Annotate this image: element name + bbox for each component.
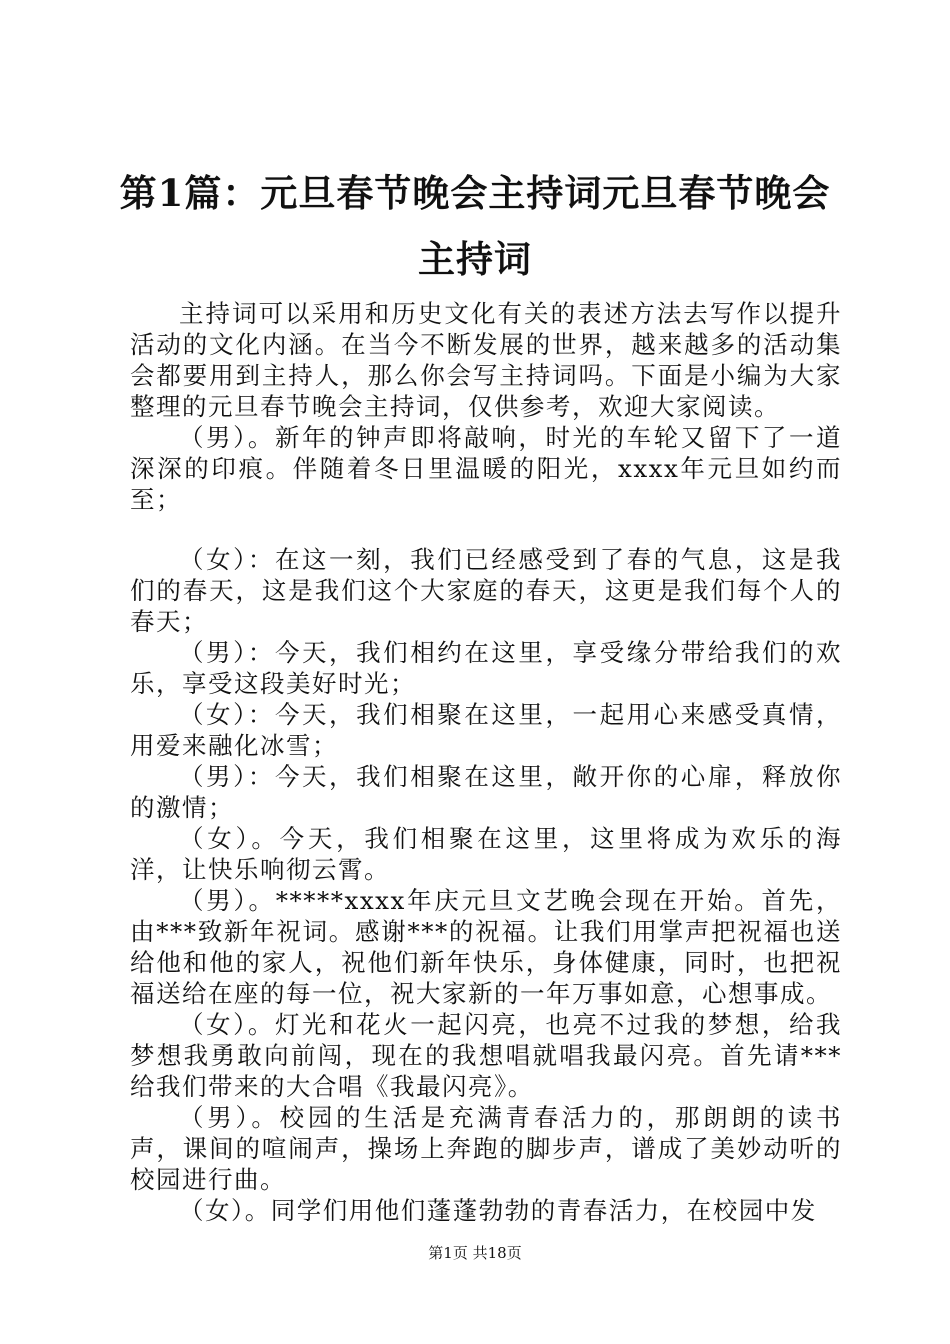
paragraph-male-1: （男）。新年的钟声即将敲响，时光的车轮又留下了一道深深的印痕。伴随着冬日里温暖的阳光，xxxx年元旦如约而至； <box>130 423 842 514</box>
paragraph-female-2: （女）：今天，我们相聚在这里，一起用心来感受真情，用爱来融化冰雪； <box>130 700 842 760</box>
paragraph-female-1: （女）：在这一刻，我们已经感受到了春的气息，这是我们的春天，这是我们这个大家庭的春天，这更是我们每个人的春天； <box>130 545 842 636</box>
paragraph-intro: 主持词可以采用和历史文化有关的表述方法去写作以提升活动的文化内涵。在当今不断发展的世界，越来越多的活动集会都要用到主持人，那么你会写主持词吗。下面是小编为大家整理的元旦春节晚会主持词，仅供参考，欢迎大家阅读。 <box>130 299 842 421</box>
paragraph-male-3: （男）：今天，我们相聚在这里，敞开你的心扉，释放你的激情； <box>130 762 842 822</box>
paragraph-female-4: （女）。灯光和花火一起闪亮，也亮不过我的梦想，给我梦想我勇敢向前闯，现在的我想唱就唱我最闪亮。首先请***给我们带来的大合唱《我最闪亮》。 <box>130 1010 842 1101</box>
document-title: 第1篇：元旦春节晚会主持词元旦春节晚会主持词 <box>119 171 831 281</box>
paragraph-female-3: （女）。今天，我们相聚在这里，这里将成为欢乐的海洋，让快乐响彻云霄。 <box>130 824 842 884</box>
paragraph-male-2: （男）：今天，我们相约在这里，享受缘分带给我们的欢乐，享受这段美好时光； <box>130 638 842 698</box>
document-body <box>130 298 842 1226</box>
paragraph-male-4: （男）。*****xxxx年庆元旦文艺晚会现在开始。首先，由***致新年祝词。感谢***的祝福。让我们用掌声把祝福也送给他和他的家人，祝他们新年快乐，身体健康，同时，也把祝福送给在座的每一位，祝大家新的一年万事如意，心想事成。 <box>130 886 842 1008</box>
paragraph-female-5: （女）。同学们用他们蓬蓬勃勃的青春活力，在校园中发 <box>179 1196 817 1225</box>
paragraph-male-5: （男）。校园的生活是充满青春活力的，那朗朗的读书声，课间的喧闹声，操场上奔跑的脚步声，谱成了美妙动听的校园进行曲。 <box>130 1103 842 1194</box>
page-footer: 第1页 共18页 <box>428 1244 522 1262</box>
